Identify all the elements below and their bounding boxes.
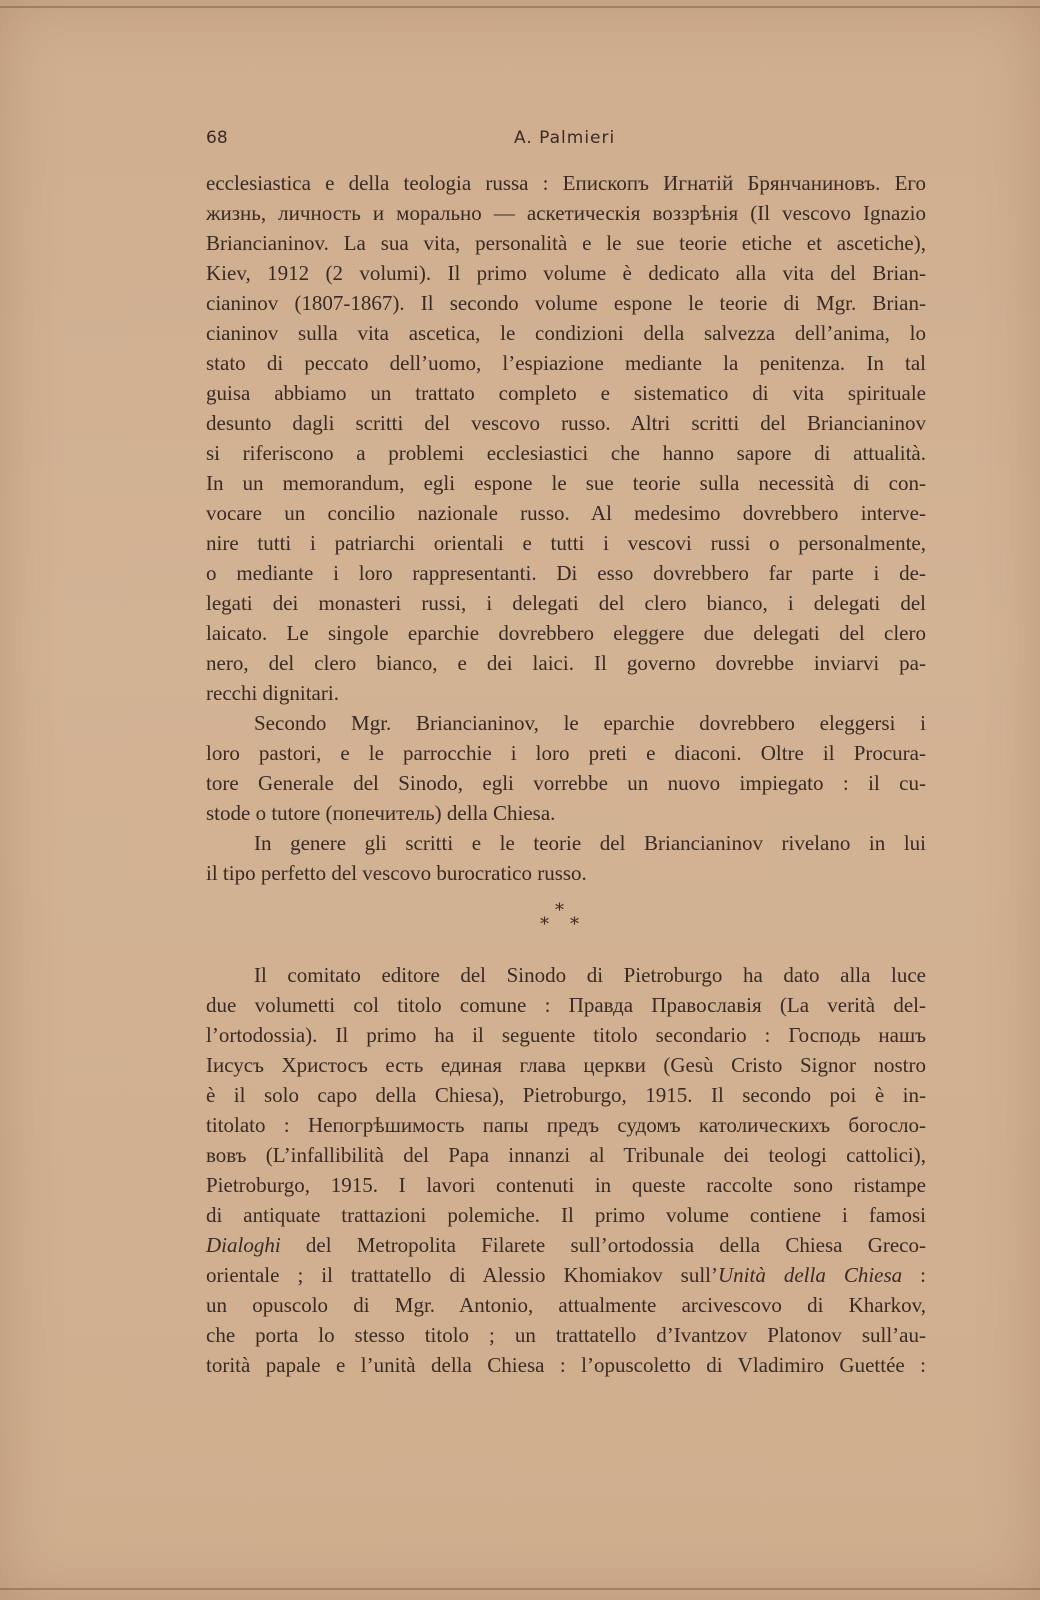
italic-title: Unità della Chiesa — [718, 1263, 903, 1287]
text-line: il tipo perfetto del vescovo burocratico russo. — [206, 861, 587, 885]
text-line: жизнь, личность и морально — аскетическія воззрѣнія (Il vescovo Ignazio — [206, 201, 926, 225]
text-line: un opuscolo di Mgr. Antonio, attualmente arcivescovo di Kharkov, — [206, 1293, 926, 1317]
asterisk: * — [555, 900, 564, 921]
text-line: Іисусъ Христосъ есть единая глава церкви (Gesù Cristo Signor nostro — [206, 1053, 926, 1077]
text-line: vocare un concilio nazionale russo. Al medesimo dovrebbero interve- — [206, 501, 926, 525]
text-line: Il comitato editore del Sinodo di Pietroburgo ha dato alla luce — [254, 963, 926, 987]
paragraph — [206, 168, 926, 708]
text-line: ecclesiastica e della teologia russa : Епископъ Игнатій Брянчаниновъ. Его — [206, 171, 926, 195]
text-block-lower — [206, 960, 926, 1380]
text-line: desunto dagli scritti del vescovo russo. Altri scritti del Briancianinov — [206, 411, 926, 435]
top-edge-rule — [0, 6, 1040, 8]
text-line: Pietroburgo, 1915. I lavori contenuti in queste raccolte sono ristampe — [206, 1173, 926, 1197]
text-line: In genere gli scritti e le teorie del Briancianinov rivelano in lui — [254, 831, 926, 855]
text-span: orientale ; il trattatello di Alessio Khomiakov sull’ — [206, 1263, 719, 1287]
text-line: due volumetti col titolo comune : Правда Православія (La verità del- — [206, 993, 926, 1017]
text-line: che porta lo stesso titolo ; un trattatello d’Ivantzov Platonov sull’au- — [206, 1323, 926, 1347]
text-block-upper — [206, 168, 926, 888]
text-line: recchi dignitari. — [206, 681, 339, 705]
italic-title: Dialoghi — [206, 1233, 281, 1257]
running-head: A. Palmieri — [514, 128, 616, 148]
text-line: stode o tutore (попечитель) della Chiesa. — [206, 801, 556, 825]
asterisk: * — [540, 914, 549, 935]
text-line: o mediante i loro rappresentanti. Di esso dovrebbero far parte i de- — [206, 561, 926, 585]
text-line: è il solo capo della Chiesa), Pietroburgo, 1915. Il secondo poi è in- — [206, 1083, 926, 1107]
text-line: si riferiscono a problemi ecclesiastici che hanno sapore di attualità. — [206, 441, 926, 465]
text-line: loro pastori, e le parrocchie i loro preti e diaconi. Oltre il Procura- — [206, 741, 926, 765]
text-line: di antiquate trattazioni polemiche. Il primo volume contiene i famosi — [206, 1203, 926, 1227]
text-line: nire tutti i patriarchi orientali e tutti i vescovi russi o personalmente, — [206, 531, 926, 555]
text-line: In un memorandum, egli espone le sue teorie sulla necessità di con- — [206, 471, 926, 495]
text-span: : — [902, 1263, 926, 1287]
text-line-with-italic — [206, 1230, 926, 1260]
text-line: вовъ (L’infallibilità del Papa innanzi al Tribunale dei teologi cattolici), — [206, 1143, 926, 1167]
page-number: 68 — [206, 128, 228, 148]
text-line: guisa abbiamo un trattato completo e sistematico di vita spirituale — [206, 381, 926, 405]
text-line: stato di peccato dell’uomo, l’espiazione mediante la penitenza. In tal — [206, 351, 926, 375]
text-line: torità papale e l’unità della Chiesa : l’opuscoletto di Vladimiro Guettée : — [206, 1353, 926, 1377]
asterisk: * — [570, 914, 579, 935]
text-line: legati dei monasteri russi, i delegati del clero bianco, i delegati del — [206, 591, 926, 615]
text-line: tore Generale del Sinodo, egli vorrebbe un nuovo impiegato : il cu- — [206, 771, 926, 795]
text-line: l’ortodossia). Il primo ha il seguente titolo secondario : Господь нашъ — [206, 1023, 926, 1047]
page-header — [206, 128, 926, 156]
text-line-with-italic — [206, 1260, 926, 1290]
paragraph — [206, 828, 926, 888]
text-line: cianinov (1807-1867). Il secondo volume espone le teorie di Mgr. Brian- — [206, 291, 926, 315]
paragraph — [206, 708, 926, 828]
text-line: laicato. Le singole eparchie dovrebbero eleggere due delegati del clero — [206, 621, 926, 645]
text-line: Kiev, 1912 (2 volumi). Il primo volume è dedicato alla vita del Brian- — [206, 261, 926, 285]
text-line: nero, del clero bianco, e dei laici. Il governo dovrebbe inviarvi pa- — [206, 651, 926, 675]
text-line: Briancianinov. La sua vita, personalità e le sue teorie etiche et ascetiche), — [206, 231, 926, 255]
asterism-section-break — [540, 900, 600, 940]
text-span: del Metropolita Filarete sull’ortodossia della Chiesa Greco- — [280, 1233, 926, 1257]
text-line: Secondo Mgr. Briancianinov, le eparchie dovrebbero eleggersi i — [254, 711, 926, 735]
text-line: titolato : Непогрѣшимость папы предъ судомъ католическихъ богосло- — [206, 1113, 926, 1137]
bottom-edge-rule — [0, 1588, 1040, 1590]
text-line: cianinov sulla vita ascetica, le condizioni della salvezza dell’anima, lo — [206, 321, 926, 345]
